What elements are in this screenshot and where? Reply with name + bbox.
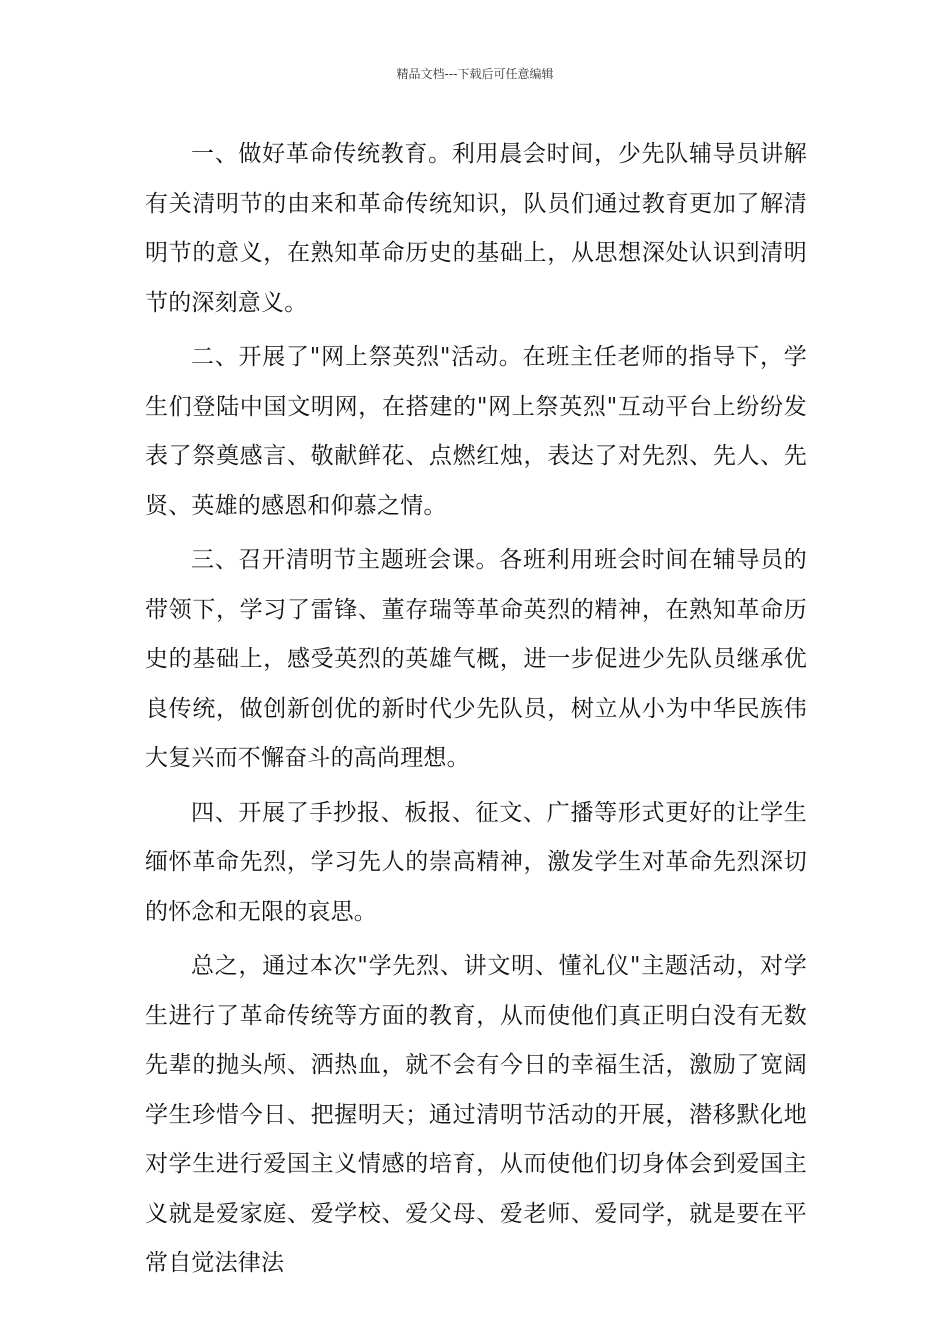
- paragraph-2: 二、开展了"网上祭英烈"活动。在班主任老师的指导下，学生们登陆中国文明网，在搭建的"网上祭英烈"互动平台上纷纷发表了祭奠感言、敬献鲜花、点燃红烛，表达了对先烈、先人、先贤、英雄的感恩和仰慕之情。: [145, 344, 807, 519]
- document-body: [145, 130, 807, 1294]
- paragraph-3: 三、召开清明节主题班会课。各班利用班会时间在辅导员的带领下，学习了雷锋、董存瑞等革命英烈的精神，在熟知革命历史的基础上，感受英烈的英雄气概，进一步促进少先队员继承优良传统，做创新创优的新时代少先队员，树立从小为中华民族伟大复兴而不懈奋斗的高尚理想。: [145, 547, 807, 771]
- page-header: 精品文档---下载后可任意编辑: [396, 67, 554, 81]
- paragraph-1: 一、做好革命传统教育。利用晨会时间，少先队辅导员讲解有关清明节的由来和革命传统知识，队员们通过教育更加了解清明节的意义，在熟知革命历史的基础上，从思想深处认识到清明节的深刻意义。: [145, 141, 807, 316]
- paragraph-4: 四、开展了手抄报、板报、征文、广播等形式更好的让学生缅怀革命先烈，学习先人的崇高精神，激发学生对革命先烈深切的怀念和无限的哀思。: [145, 799, 807, 925]
- paragraph-5: 总之，通过本次"学先烈、讲文明、懂礼仪"主题活动，对学生进行了革命传统等方面的教育，从而使他们真正明白没有无数先辈的抛头颅、洒热血，就不会有今日的幸福生活，激励了宽阔学生珍惜今日、把握明天；通过清明节活动的开展，潜移默化地对学生进行爱国主义情感的培育，从而使他们切身体会到爱国主义就是爱家庭、爱学校、爱父母、爱老师、爱同学，就是要在平常自觉法律法: [145, 953, 807, 1276]
